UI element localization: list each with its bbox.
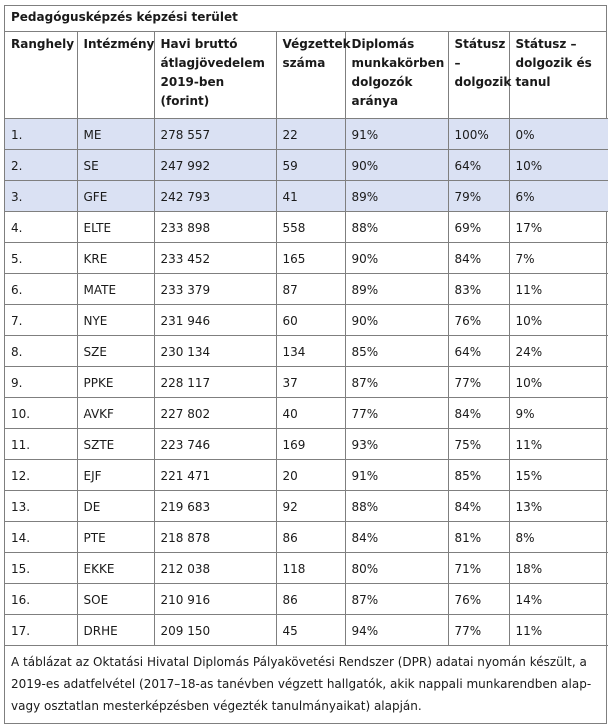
header-ratio: Diplomás munkakörben dolgozók aránya — [345, 32, 448, 118]
cell-graduates: 41 — [276, 180, 345, 211]
cell-status-work-study: 15% — [509, 459, 608, 490]
cell-income: 227 802 — [154, 397, 276, 428]
cell-rank: 1. — [5, 118, 77, 149]
cell-status-work-study: 6% — [509, 180, 608, 211]
cell-status-work: 85% — [448, 459, 509, 490]
header-rank: Ranghely — [5, 32, 77, 118]
cell-institution: DE — [77, 490, 154, 521]
table-row — [5, 521, 608, 552]
cell-rank: 13. — [5, 490, 77, 521]
cell-status-work-study: 11% — [509, 428, 608, 459]
cell-institution: PTE — [77, 521, 154, 552]
table-row — [5, 118, 608, 149]
cell-ratio: 85% — [345, 335, 448, 366]
cell-graduates: 20 — [276, 459, 345, 490]
cell-rank: 8. — [5, 335, 77, 366]
cell-ratio: 80% — [345, 552, 448, 583]
cell-status-work-study: 18% — [509, 552, 608, 583]
cell-status-work: 79% — [448, 180, 509, 211]
header-income: Havi bruttó átlagjövedelem 2019-ben (forint) — [154, 32, 276, 118]
cell-status-work-study: 17% — [509, 211, 608, 242]
table-row — [5, 428, 608, 459]
cell-status-work-study: 10% — [509, 149, 608, 180]
header-status-work-study: Státusz – dolgozik és tanul — [509, 32, 608, 118]
cell-institution: DRHE — [77, 614, 154, 645]
cell-status-work: 77% — [448, 614, 509, 645]
cell-ratio: 90% — [345, 242, 448, 273]
cell-rank: 14. — [5, 521, 77, 552]
cell-graduates: 87 — [276, 273, 345, 304]
table-header — [5, 32, 608, 118]
cell-income: 209 150 — [154, 614, 276, 645]
cell-status-work: 100% — [448, 118, 509, 149]
header-graduates: Végzettek száma — [276, 32, 345, 118]
cell-institution: NYE — [77, 304, 154, 335]
table-row — [5, 614, 608, 645]
cell-ratio: 87% — [345, 366, 448, 397]
cell-status-work-study: 13% — [509, 490, 608, 521]
cell-income: 218 878 — [154, 521, 276, 552]
cell-ratio: 88% — [345, 211, 448, 242]
table-row — [5, 335, 608, 366]
cell-institution: AVKF — [77, 397, 154, 428]
cell-status-work-study: 11% — [509, 614, 608, 645]
cell-graduates: 86 — [276, 583, 345, 614]
cell-status-work: 83% — [448, 273, 509, 304]
cell-income: 230 134 — [154, 335, 276, 366]
table-row — [5, 273, 608, 304]
cell-status-work: 84% — [448, 490, 509, 521]
table-row — [5, 366, 608, 397]
cell-status-work: 81% — [448, 521, 509, 552]
cell-institution: ME — [77, 118, 154, 149]
cell-status-work-study: 14% — [509, 583, 608, 614]
table-row — [5, 149, 608, 180]
cell-graduates: 165 — [276, 242, 345, 273]
table-row — [5, 397, 608, 428]
cell-status-work-study: 24% — [509, 335, 608, 366]
cell-ratio: 90% — [345, 149, 448, 180]
cell-ratio: 89% — [345, 273, 448, 304]
cell-ratio: 88% — [345, 490, 448, 521]
cell-rank: 7. — [5, 304, 77, 335]
cell-ratio: 94% — [345, 614, 448, 645]
cell-status-work: 75% — [448, 428, 509, 459]
cell-ratio: 90% — [345, 304, 448, 335]
cell-institution: SOE — [77, 583, 154, 614]
cell-graduates: 86 — [276, 521, 345, 552]
cell-status-work: 77% — [448, 366, 509, 397]
cell-ratio: 77% — [345, 397, 448, 428]
cell-status-work: 71% — [448, 552, 509, 583]
cell-graduates: 558 — [276, 211, 345, 242]
cell-income: 247 992 — [154, 149, 276, 180]
cell-graduates: 22 — [276, 118, 345, 149]
cell-income: 233 452 — [154, 242, 276, 273]
table-row — [5, 552, 608, 583]
cell-ratio: 91% — [345, 118, 448, 149]
cell-income: 278 557 — [154, 118, 276, 149]
table-row — [5, 583, 608, 614]
cell-graduates: 37 — [276, 366, 345, 397]
cell-institution: SZTE — [77, 428, 154, 459]
cell-institution: MATE — [77, 273, 154, 304]
table-row — [5, 180, 608, 211]
cell-income: 212 038 — [154, 552, 276, 583]
cell-institution: PPKE — [77, 366, 154, 397]
cell-status-work-study: 10% — [509, 366, 608, 397]
cell-income: 223 746 — [154, 428, 276, 459]
cell-status-work-study: 9% — [509, 397, 608, 428]
header-status-work: Státusz – dolgozik — [448, 32, 509, 118]
table-row — [5, 459, 608, 490]
table-row — [5, 211, 608, 242]
cell-income: 221 471 — [154, 459, 276, 490]
table-row — [5, 490, 608, 521]
cell-rank: 15. — [5, 552, 77, 583]
table-footnote: A táblázat az Oktatási Hivatal Diplomás Pályakövetési Rendszer (DPR) adatai nyomán készült, a 2019-es adatfelvétel (2017–18-as tanévben végzett hallgatók, akik nappali munkarendben alap- vagy osztatlan mesterképzésben végezték tanulmányaikat) alapján. — [11, 654, 592, 713]
cell-rank: 9. — [5, 366, 77, 397]
cell-rank: 2. — [5, 149, 77, 180]
cell-rank: 10. — [5, 397, 77, 428]
cell-status-work: 64% — [448, 149, 509, 180]
cell-institution: SZE — [77, 335, 154, 366]
cell-institution: ELTE — [77, 211, 154, 242]
cell-income: 228 117 — [154, 366, 276, 397]
cell-institution: KRE — [77, 242, 154, 273]
cell-graduates: 60 — [276, 304, 345, 335]
cell-rank: 6. — [5, 273, 77, 304]
cell-income: 219 683 — [154, 490, 276, 521]
cell-rank: 17. — [5, 614, 77, 645]
cell-status-work-study: 8% — [509, 521, 608, 552]
cell-graduates: 118 — [276, 552, 345, 583]
table-body — [5, 118, 608, 645]
cell-rank: 12. — [5, 459, 77, 490]
table-row — [5, 304, 608, 335]
cell-ratio: 84% — [345, 521, 448, 552]
ranking-table-frame — [4, 5, 607, 724]
cell-status-work-study: 7% — [509, 242, 608, 273]
cell-status-work: 84% — [448, 397, 509, 428]
cell-status-work-study: 10% — [509, 304, 608, 335]
cell-ratio: 93% — [345, 428, 448, 459]
header-institution: Intézmény — [77, 32, 154, 118]
cell-status-work: 76% — [448, 304, 509, 335]
cell-status-work: 69% — [448, 211, 509, 242]
table-row — [5, 242, 608, 273]
cell-ratio: 89% — [345, 180, 448, 211]
cell-income: 233 379 — [154, 273, 276, 304]
cell-graduates: 134 — [276, 335, 345, 366]
cell-status-work: 84% — [448, 242, 509, 273]
cell-rank: 5. — [5, 242, 77, 273]
cell-institution: SE — [77, 149, 154, 180]
cell-graduates: 92 — [276, 490, 345, 521]
cell-rank: 3. — [5, 180, 77, 211]
cell-income: 233 898 — [154, 211, 276, 242]
cell-institution: GFE — [77, 180, 154, 211]
header-row — [5, 32, 608, 118]
ranking-table — [5, 32, 608, 646]
cell-status-work-study: 11% — [509, 273, 608, 304]
cell-institution: EJF — [77, 459, 154, 490]
table-title: Pedagógusképzés képzési terület — [5, 6, 606, 32]
cell-income: 242 793 — [154, 180, 276, 211]
cell-institution: EKKE — [77, 552, 154, 583]
cell-graduates: 45 — [276, 614, 345, 645]
cell-rank: 11. — [5, 428, 77, 459]
cell-status-work: 76% — [448, 583, 509, 614]
cell-income: 231 946 — [154, 304, 276, 335]
cell-rank: 16. — [5, 583, 77, 614]
cell-graduates: 59 — [276, 149, 345, 180]
cell-graduates: 169 — [276, 428, 345, 459]
cell-ratio: 87% — [345, 583, 448, 614]
cell-status-work-study: 0% — [509, 118, 608, 149]
cell-graduates: 40 — [276, 397, 345, 428]
cell-status-work: 64% — [448, 335, 509, 366]
cell-ratio: 91% — [345, 459, 448, 490]
cell-rank: 4. — [5, 211, 77, 242]
cell-income: 210 916 — [154, 583, 276, 614]
